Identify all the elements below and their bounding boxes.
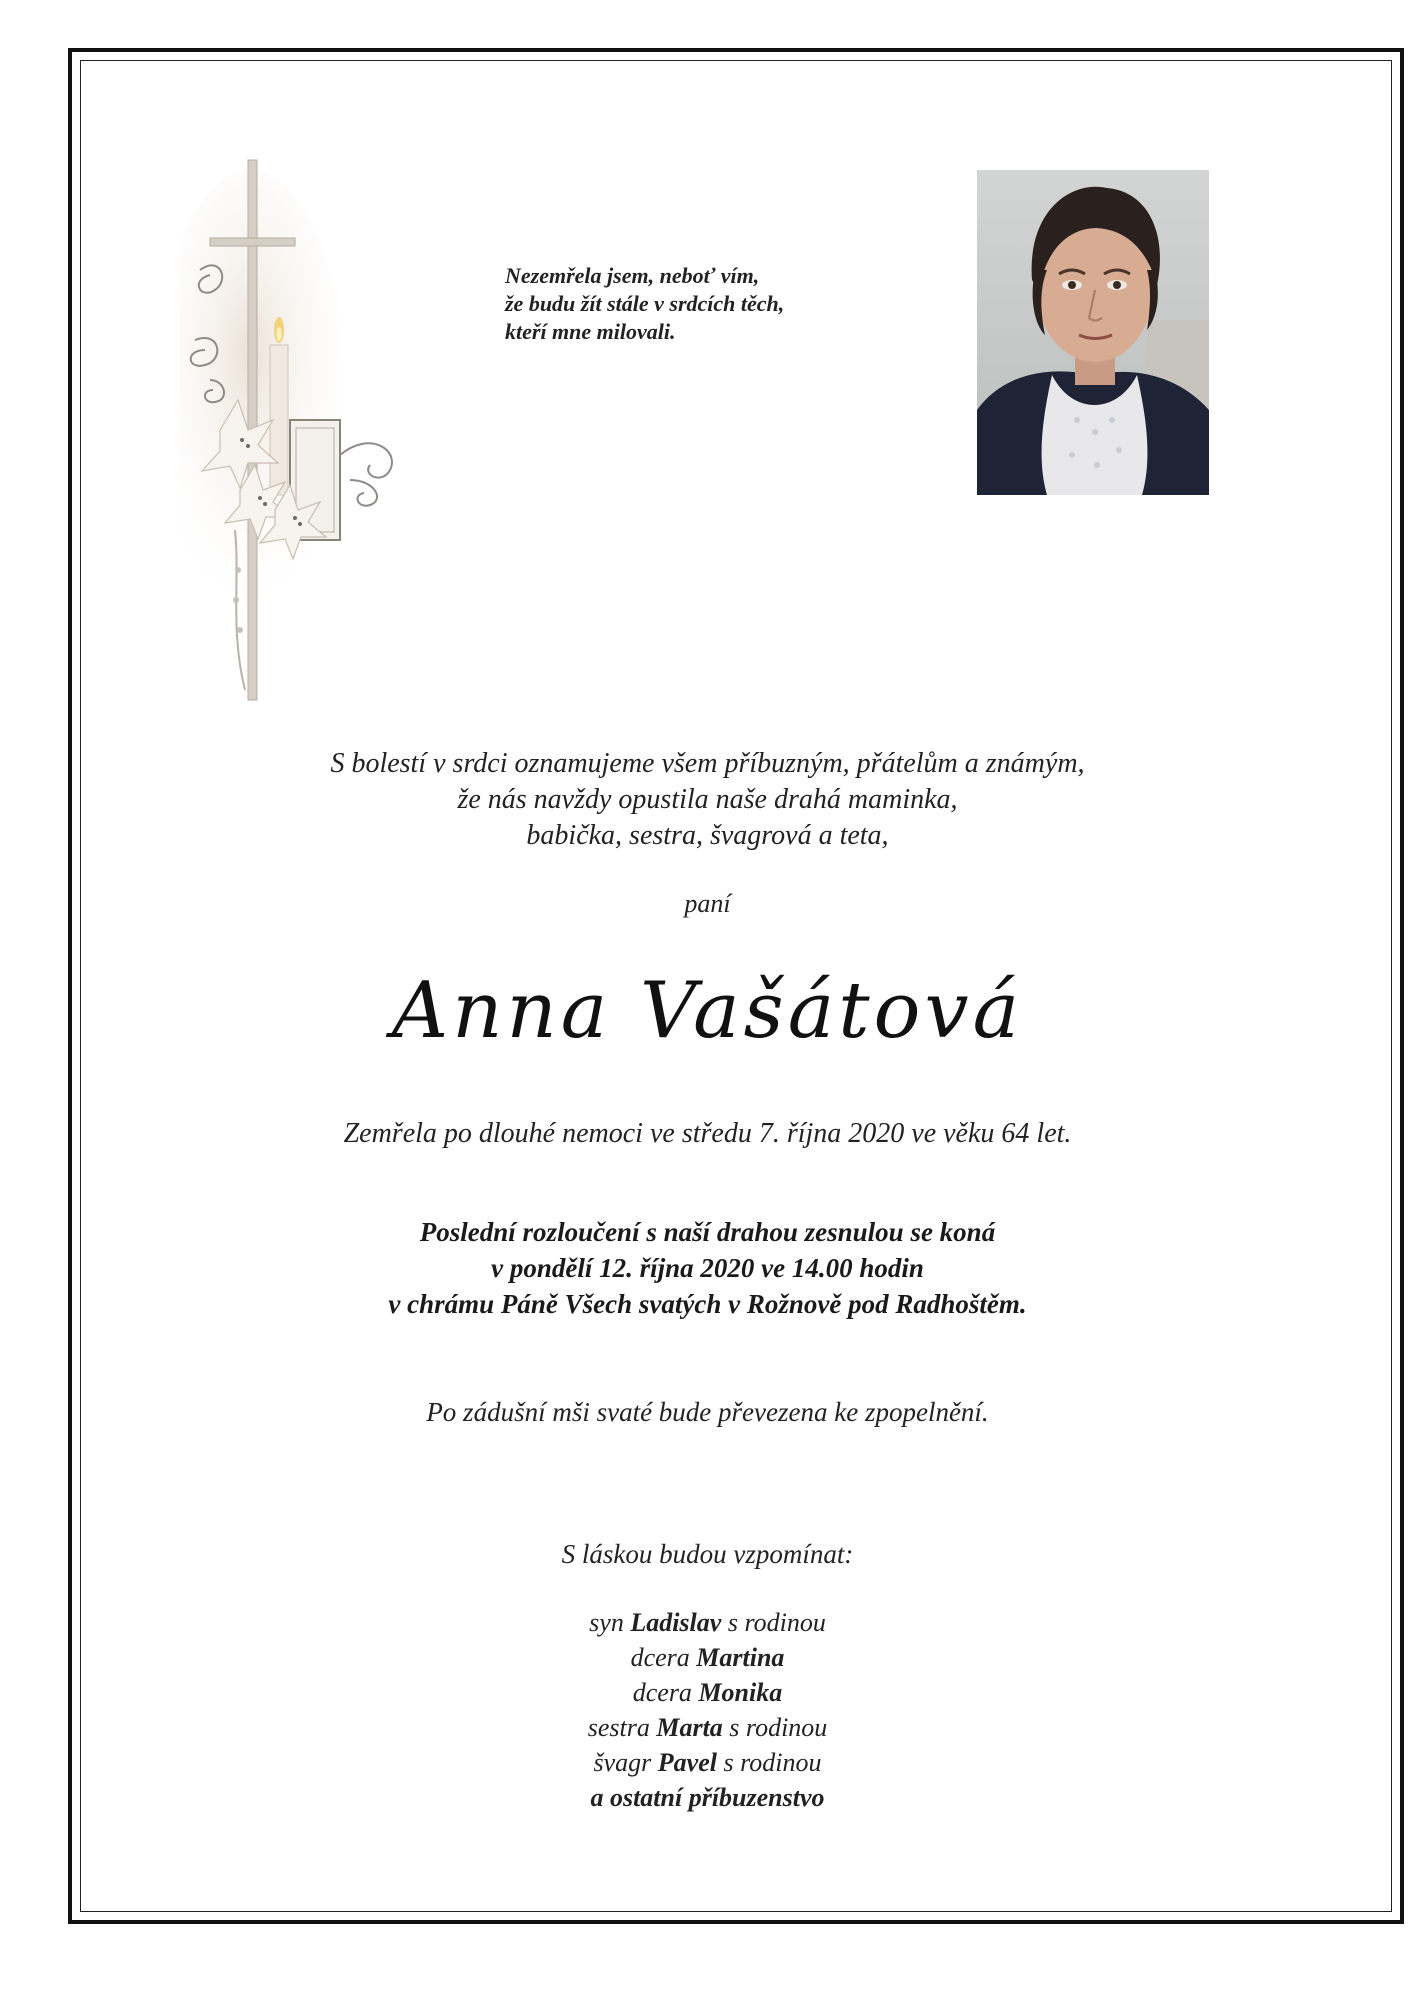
funeral-line: v pondělí 12. října 2020 ve 14.00 hodin bbox=[491, 1253, 924, 1283]
mourner-name: Monika bbox=[698, 1678, 783, 1707]
announcement-line: babička, sestra, švagrová a teta, bbox=[526, 820, 889, 851]
announcement-line: že nás navždy opustila naše drahá maminka, bbox=[457, 784, 958, 815]
cross-candle-lilies-icon bbox=[180, 150, 440, 720]
motto-quote bbox=[505, 262, 885, 346]
mourner-entry bbox=[100, 1745, 1315, 1780]
announcement bbox=[100, 746, 1315, 854]
mourner-entry bbox=[100, 1710, 1315, 1745]
motto-line: kteří mne milovali. bbox=[505, 319, 676, 344]
deceased-name: Anna Vašátová bbox=[391, 966, 1024, 1056]
mourner-suffix: s rodinou bbox=[723, 1748, 822, 1777]
mourner-relation: sestra bbox=[587, 1713, 650, 1742]
mourner-name: a ostatní příbuzenstvo bbox=[590, 1783, 825, 1812]
mourner-relation: švagr bbox=[593, 1748, 652, 1777]
motto-line: Nezemřela jsem, neboť vím, bbox=[505, 263, 760, 288]
funeral-details bbox=[100, 1214, 1315, 1322]
mourner-suffix: s rodinou bbox=[727, 1608, 826, 1637]
mourner-relation: dcera bbox=[630, 1643, 690, 1672]
mourner-name: Ladislav bbox=[630, 1608, 722, 1637]
announcement-line: S bolestí v srdci oznamujeme všem příbuzným, přátelům a známým, bbox=[330, 748, 1085, 779]
mourner-name: Martina bbox=[696, 1643, 785, 1672]
mourner-entry bbox=[100, 1780, 1315, 1815]
mourner-name: Marta bbox=[656, 1713, 723, 1742]
portrait-photo bbox=[977, 170, 1209, 495]
mourner-entry bbox=[100, 1675, 1315, 1710]
remembrance-heading: S láskou budou vzpomínat: bbox=[561, 1539, 854, 1569]
funeral-line: Poslední rozloučení s naší drahou zesnulou se koná bbox=[419, 1217, 996, 1247]
mourner-name: Pavel bbox=[657, 1748, 717, 1777]
mourner-relation: dcera bbox=[632, 1678, 692, 1707]
mourner-suffix: s rodinou bbox=[729, 1713, 828, 1742]
mourner-entry bbox=[100, 1605, 1315, 1640]
funeral-line: v chrámu Páně Všech svatých v Rožnově pod Radhoštěm. bbox=[388, 1289, 1027, 1319]
death-notice: Zemřela po dlouhé nemoci ve středu 7. října 2020 ve věku 64 let. bbox=[343, 1118, 1072, 1149]
mourner-relation: syn bbox=[589, 1608, 624, 1637]
motto-line: že budu žít stále v srdcích těch, bbox=[505, 291, 785, 316]
cremation-note: Po zádušní mši svaté bude převezena ke zpopelnění. bbox=[426, 1397, 989, 1427]
mourner-entry bbox=[100, 1640, 1315, 1675]
salutation: paní bbox=[684, 889, 731, 918]
mourners-list bbox=[100, 1605, 1315, 1815]
